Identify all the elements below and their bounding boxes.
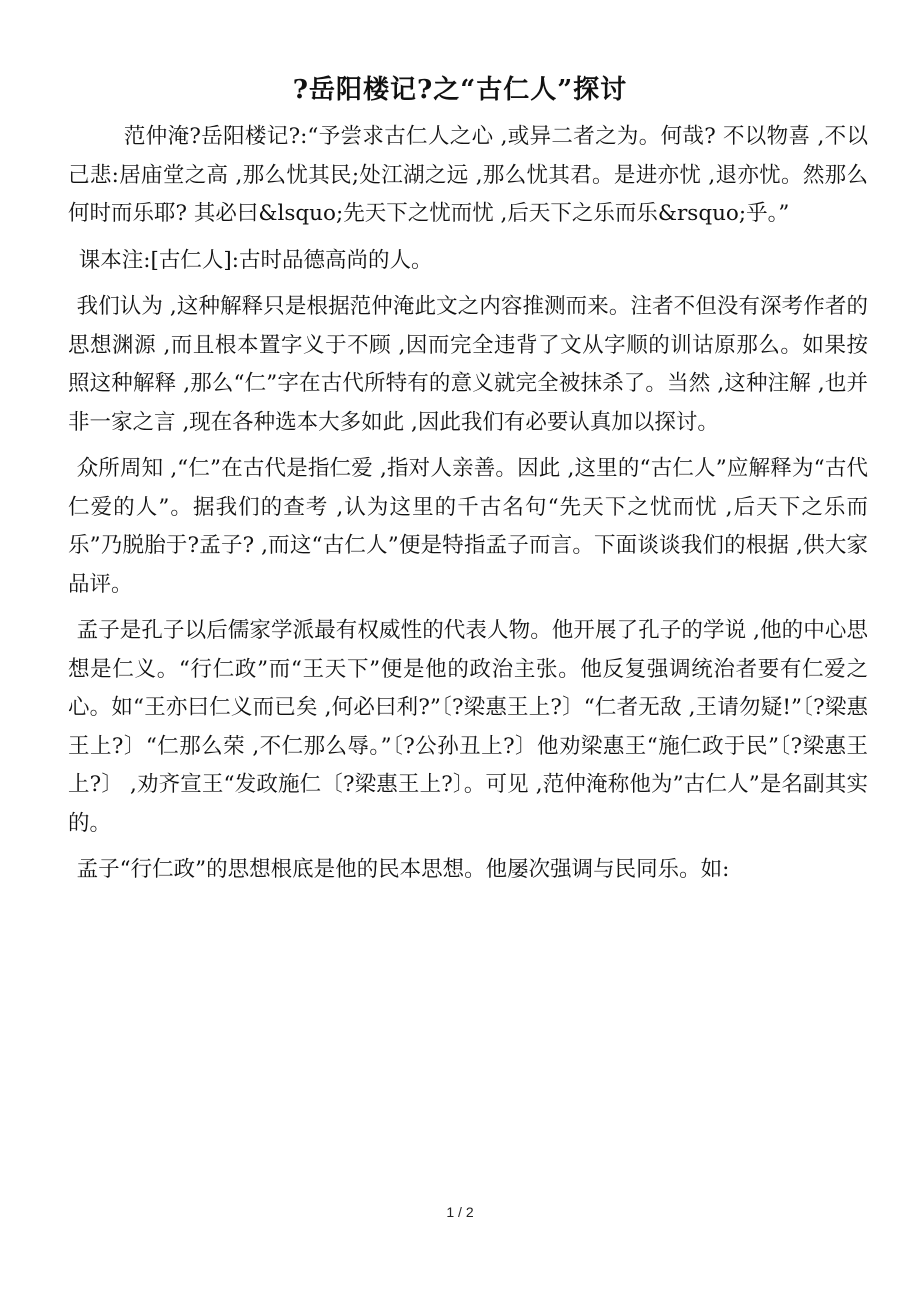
document-body xyxy=(68,118,868,898)
paragraph-mencius: 孟子是孔子以后儒家学派最有权威性的代表人物。他开展了孔子的学说 ,他的中心思想是仁义。“行仁政”而“王天下”便是他的政治主张。他反复强调统治者要有仁爱之心。如“王亦曰仁义而已矣 ,何必曰利?”〔?梁惠王上?〕“仁者无敌 ,王请勿疑!”〔?梁惠王上?〕“仁那么荣 ,不仁那么辱。”〔?公孙丑上?〕他劝梁惠王“施仁政于民”〔?梁惠王上?〕 ,劝齐宣王“发政施仁〔?梁惠王上?〕。可见 ,范仲淹称他为”古仁人”是名副其实的。 xyxy=(68,618,868,836)
paragraph-argument: 我们认为 ,这种解释只是根据范仲淹此文之内容推测而来。注者不但没有深考作者的思想渊源 ,而且根本置字义于不顾 ,因而完全违背了文从字顺的训诂原那么。如果按照这种解释 ,那么“仁”字在古代所特有的意义就完全被抹杀了。当然 ,这种注解 ,也并非一家之言 ,现在各种选本大多如此 ,因此我们有必要认真加以探讨。 xyxy=(68,294,868,435)
page-number: 1 / 2 xyxy=(446,1204,474,1220)
paragraph-quote: 范仲淹?岳阳楼记?:“予尝求古仁人之心 ,或异二者之为。何哉? 不以物喜 ,不以己悲:居庙堂之高 ,那么忧其民;处江湖之远 ,那么忧其君。是进亦忧 ,退亦忧。然那么何时而乐耶? 其必曰&lsquo;先天下之忧而忧 ,后天下之乐而乐&rsquo;乎。” xyxy=(68,124,868,226)
paragraph-meaning-of-ren: 众所周知 ,“仁”在古代是指仁爱 ,指对人亲善。因此 ,这里的“古仁人”应解释为“古代仁爱的人”。据我们的查考 ,认为这里的千古名句“先天下之忧而忧 ,后天下之乐而乐”乃脱胎于?孟子? ,而这“古仁人”便是特指孟子而言。下面谈谈我们的根据 ,供大家品评。 xyxy=(68,456,868,597)
paragraph-textbook-note: 课本注:[古仁人]:古时品德高尚的人。 xyxy=(78,247,433,273)
document-title: ?岳阳楼记?之“古仁人”探讨 xyxy=(292,75,628,105)
paragraph-benevolent-government: 孟子“行仁政”的思想根底是他的民本思想。他屡次强调与民同乐。如: xyxy=(76,857,730,882)
